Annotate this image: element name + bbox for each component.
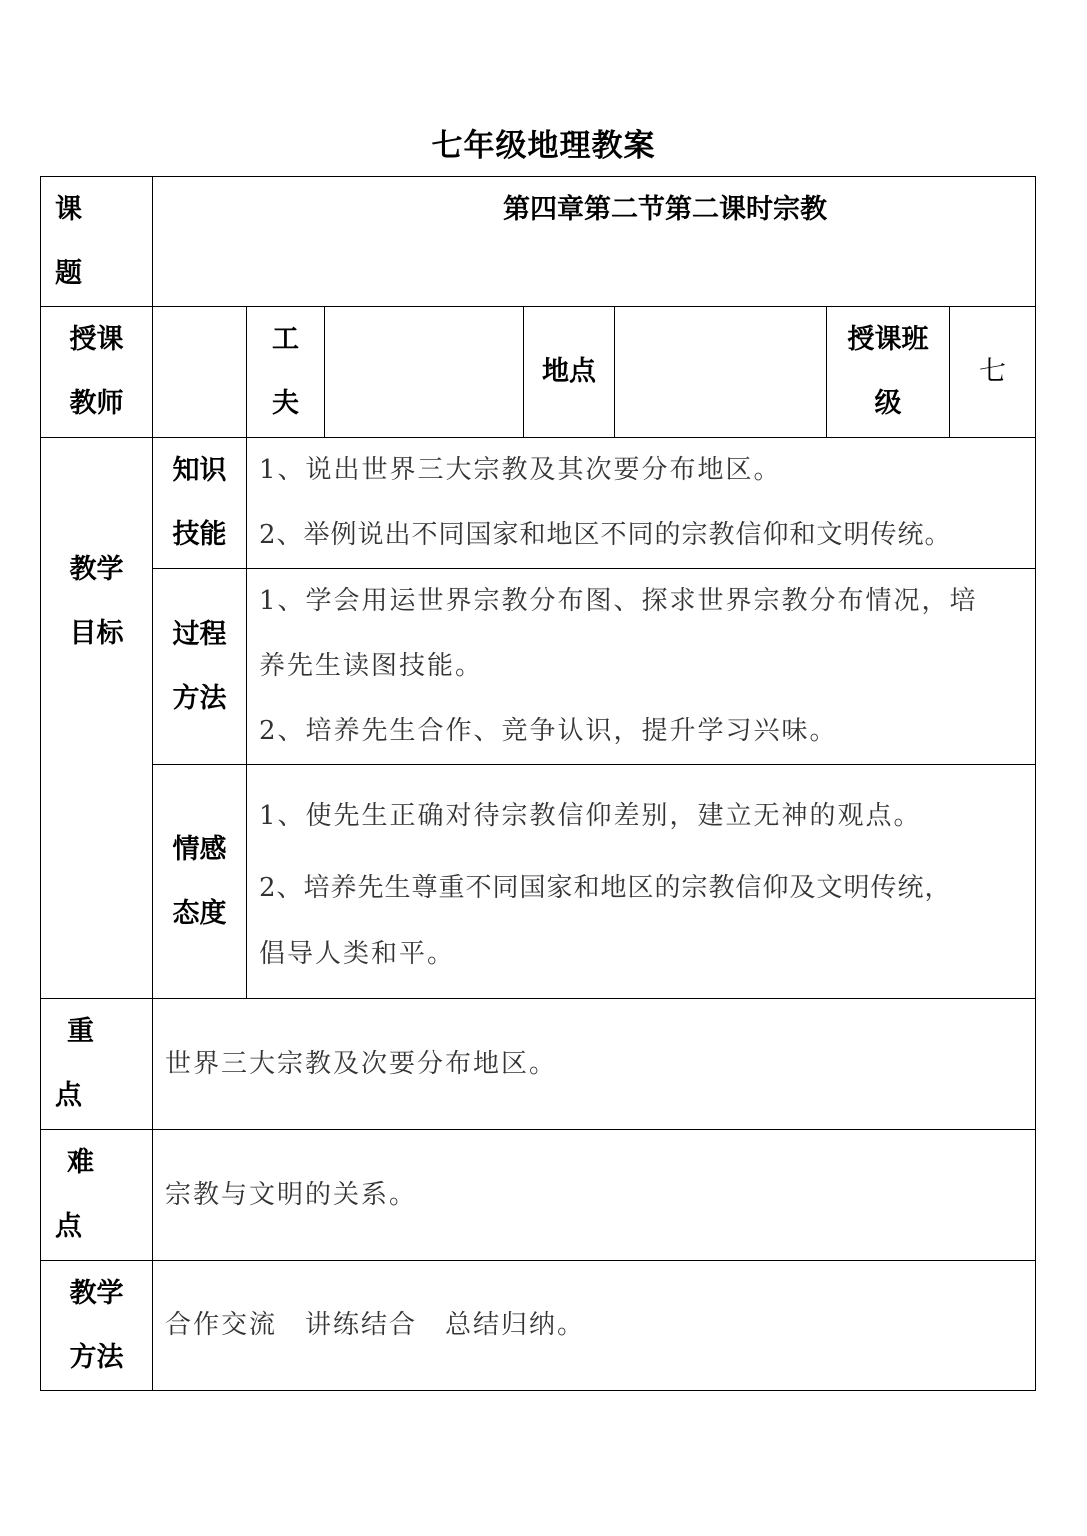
key-point-content: 世界三大宗教及次要分布地区。 xyxy=(153,999,1036,1130)
method-content: 合作交流 讲练结合 总结归纳。 xyxy=(153,1261,1036,1391)
objective-emotion-row xyxy=(41,765,1036,999)
knowledge-label: 知识 技能 xyxy=(153,438,247,569)
process-label: 过程 方法 xyxy=(153,569,247,765)
topic-value: 第四章第二节第二课时宗教 xyxy=(153,177,1036,307)
class-label: 授课班 级 xyxy=(827,307,950,438)
info-row xyxy=(41,307,1036,438)
knowledge-content: 1、说出世界三大宗教及其次要分布地区。 2、举例说出不同国家和地区不同的宗教信仰和文明传统。 xyxy=(247,438,1036,569)
skill-label: 工 夫 xyxy=(247,307,325,438)
class-value: 七 xyxy=(950,307,1036,438)
document-title: 七年级地理教案 xyxy=(431,128,656,164)
key-point-row xyxy=(41,999,1036,1130)
objectives-label: 教学 目标 xyxy=(41,438,153,999)
objective-process-row xyxy=(41,569,1036,765)
location-label: 地点 xyxy=(524,307,615,438)
difficulty-content: 宗教与文明的关系。 xyxy=(153,1130,1036,1261)
objective-knowledge-row xyxy=(41,438,1036,569)
skill-value xyxy=(325,307,524,438)
emotion-content: 1、使先生正确对待宗教信仰差别，建立无神的观点。 2、培养先生尊重不同国家和地区的宗教信仰及文明传统， 倡导人类和平。 xyxy=(247,765,1036,999)
process-content: 1、学会用运世界宗教分布图、探求世界宗教分布情况，培 养先生读图技能。 2、培养先生合作、竞争认识，提升学习兴味。 xyxy=(247,569,1036,765)
teacher-label: 授课 教师 xyxy=(41,307,153,438)
key-point-label: 重 点 xyxy=(41,999,153,1130)
difficulty-row xyxy=(41,1130,1036,1261)
method-row xyxy=(41,1261,1036,1391)
topic-row xyxy=(41,177,1036,307)
emotion-label: 情感 态度 xyxy=(153,765,247,999)
topic-label: 课 题 xyxy=(41,177,153,307)
difficulty-label: 难 点 xyxy=(41,1130,153,1261)
method-label: 教学 方法 xyxy=(41,1261,153,1391)
lesson-plan-table xyxy=(40,176,1036,1391)
location-value xyxy=(615,307,827,438)
teacher-value xyxy=(153,307,247,438)
